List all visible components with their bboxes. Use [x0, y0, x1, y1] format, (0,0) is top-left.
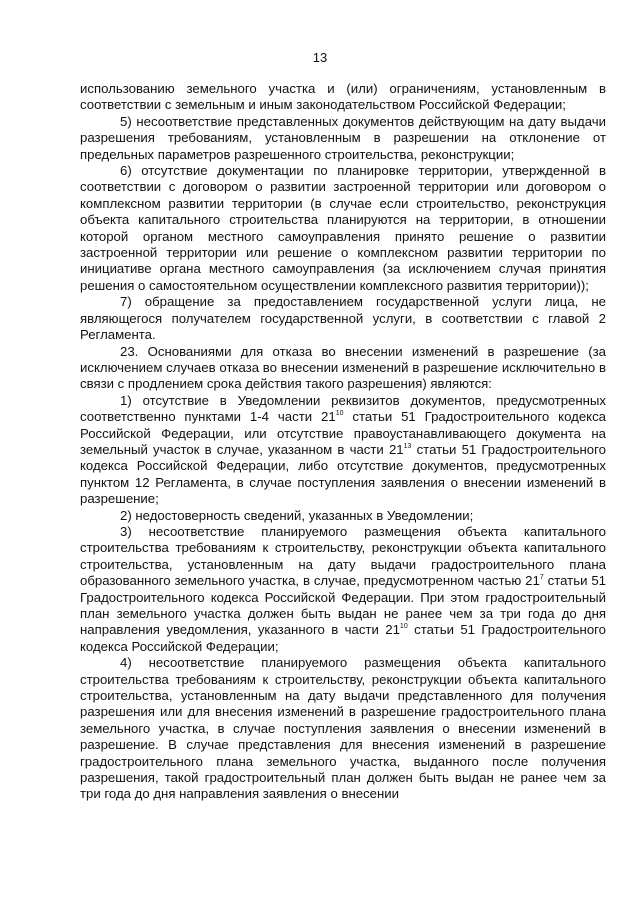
paragraph-text: 3) несоответствие планируемого размещения объекта капитального строительства требованиям к строительству, реконструкции объекта капитального строительства, установленным на дату выдачи градостроительного плана образованного земельного участка, в случае, предусмотренном частью 21 [80, 523, 606, 589]
paragraph-section-23 [80, 344, 606, 393]
paragraph-item-2 [80, 508, 606, 524]
paragraph-text: 5) несоответствие представленных документов действующим на дату выдачи разрешения требованиям, установленным в разрешении на отклонение от предельных параметров разрешенного строительства, реконструкции; [80, 113, 606, 162]
paragraph-text: использованию земельного участка и (или) ограничениям, установленным в соответствии с земельным и иным законодательством Российской Федерации; [80, 81, 606, 113]
paragraph-item-7 [80, 294, 606, 343]
paragraph-continuation [80, 81, 606, 114]
paragraph-text: статьи 51 Градостроительного кодекса Российской Федерации; [80, 622, 607, 654]
paragraph-item-6 [80, 163, 606, 294]
paragraph-item-5 [80, 114, 606, 163]
paragraph-text: 6) отсутствие документации по планировке территории, утвержденной в соответствии с договором о развитии застроенной территории или договором о комплексном развитии территории (в случае если строительство, реконструкция объекта капитального строительства планируются на территории, в отношении которой органом местного самоуправления принято решение о развитии застроенной территории или решение о комплексном развитии территории по инициативе органа местного самоуправления (за исключением случая принятия решения о самостоятельном осуществлении комплексного развития территории)); [80, 163, 606, 293]
paragraph-item-3 [80, 524, 606, 655]
paragraph-text: 23. Основаниями для отказа во внесении изменений в разрешение (за исключением случаев отказа во внесении изменений в разрешение исключительно в связи с продлением срока действия такого разрешения) являются: [80, 343, 606, 392]
superscript: 10 [399, 623, 408, 631]
paragraph-text: статьи 51 Градостроительного кодекса Российской Федерации. При этом градостроительный план земельного участка должен быть выдан не ранее чем за три года до дня направления уведомления, указанного в части 21 [80, 573, 606, 638]
paragraph-text: статьи 51 Градостроительного кодекса Российской Федерации, либо отсутствие документов, предусмотренных пунктом 12 Регламента, в случае поступления заявления о внесении изменений в разрешение; [80, 441, 606, 507]
paragraph-item-1 [80, 393, 606, 508]
paragraph-text: 1) отсутствие в Уведомлении реквизитов документов, предусмотренных соответственно пунктами 1-4 части 21 [80, 392, 606, 425]
superscript: 10 [335, 409, 344, 417]
document-body [80, 81, 606, 803]
paragraph-text: 2) недостоверность сведений, указанных в Уведомлении; [120, 507, 474, 523]
page-number: 13 [312, 50, 328, 65]
paragraph-text: 7) обращение за предоставлением государственной услуги лица, не являющегося получателем государственной услуги, в соответствии с главой 2 Регламента. [80, 294, 606, 343]
paragraph-item-4 [80, 655, 606, 803]
superscript: 7 [539, 573, 544, 581]
paragraph-text: 4) несоответствие планируемого размещения объекта капитального строительства требованиям к строительству, реконструкции объекта капитального строительства, установленным на дату выдачи представленного для получения разрешения или для внесения изменений в разрешение градостроительного плана земельного участка, в случае поступления заявления о внесении изменений в разрешение. В случае представления для внесения изменений в разрешение градостроительного плана земельного участка, выданного после получения разрешения, такой градостроительный план должен быть выдан не ранее чем за три года до дня направления заявления о внесении [80, 655, 606, 802]
superscript: 13 [403, 442, 412, 450]
paragraph-text: статьи 51 Градостроительного кодекса Российской Федерации, или отсутствие правоустанавливающего документа на земельный участок в случае, указанном в части 21 [80, 409, 607, 457]
